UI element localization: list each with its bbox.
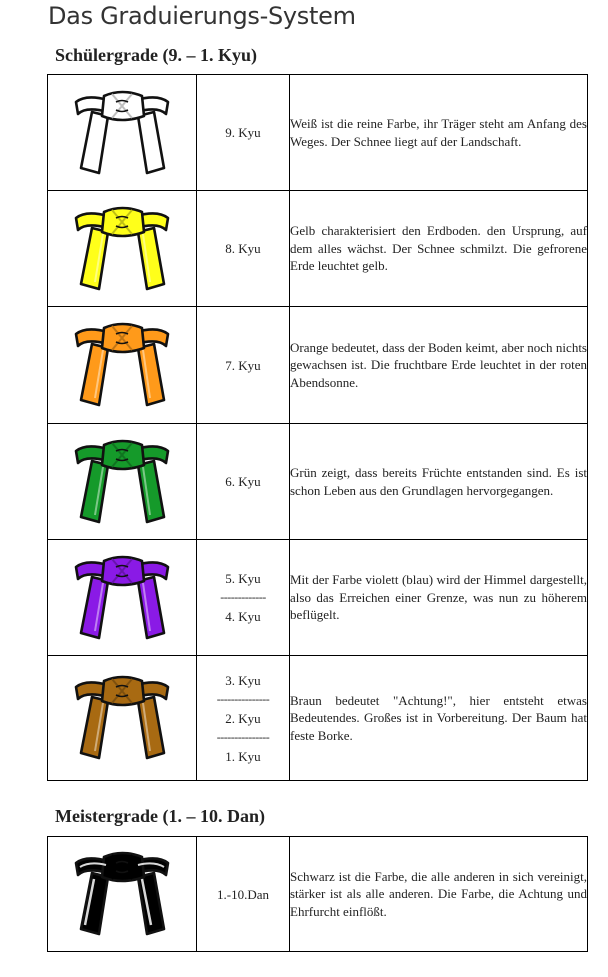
dan-grades-table <box>47 836 588 952</box>
grade-separator: --------------- <box>216 691 270 706</box>
belt-cell <box>48 656 197 781</box>
table-row <box>48 540 588 656</box>
table-row <box>48 307 588 424</box>
table-row <box>48 191 588 307</box>
kyu-grades-table <box>47 74 588 781</box>
grade-label: 6. Kyu <box>225 474 261 489</box>
grade-cell <box>197 837 290 952</box>
description-cell: Mit der Farbe violett (blau) wird der Himmel dargestellt, also das Erreichen einer Grenze, was nun zu höherem beflügelt. <box>290 540 588 656</box>
grade-label: 5. Kyu <box>225 571 261 586</box>
description-cell: Weiß ist die reine Farbe, ihr Träger steht am Anfang des Weges. Der Schnee liegt auf der Landschaft. <box>290 75 588 191</box>
grade-cell <box>197 307 290 424</box>
grade-label: 4. Kyu <box>225 609 261 624</box>
belt-cell <box>48 307 197 424</box>
grade-label: 3. Kyu <box>225 672 261 688</box>
description-cell: Braun bedeutet "Achtung!", hier entsteht etwas Bedeutendes. Großes ist in Vorbereitung. Der Baum hat feste Borke. <box>290 656 588 781</box>
grade-label: 7. Kyu <box>225 357 261 373</box>
grade-cell <box>197 75 290 191</box>
yellow-belt-icon <box>72 204 172 294</box>
table-row <box>48 837 588 952</box>
belt-cell <box>48 837 197 952</box>
grade-separator: --------------- <box>216 729 270 744</box>
grade-cell <box>197 191 290 307</box>
section-heading-dan: Meistergrade (1. – 10. Dan) <box>55 806 265 826</box>
belt-cell <box>48 191 197 307</box>
grade-label: 9. Kyu <box>225 125 261 140</box>
white-belt-icon <box>72 88 172 178</box>
description-cell: Orange bedeutet, dass der Boden keimt, aber noch nichts gewachsen ist. Die fruchtbare Erde leuchtet in der roten Abendsonne. <box>290 307 588 424</box>
brown-belt-icon <box>72 673 172 763</box>
page-title: Das Graduierungs-System <box>48 2 356 30</box>
grade-label: 2. Kyu <box>225 710 261 726</box>
grade-label: 1.-10.Dan <box>217 886 269 902</box>
grade-cell <box>197 424 290 540</box>
grade-cell <box>197 656 290 781</box>
description-cell: Grün zeigt, dass bereits Früchte entstanden sind. Es ist schon Leben aus den Grundlagen hervorgegangen. <box>290 424 588 540</box>
belt-cell <box>48 75 197 191</box>
orange-belt-icon <box>72 320 172 410</box>
description-cell: Schwarz ist die Farbe, die alle anderen in sich vereinigt, stärker ist als alle anderen. Die Farbe, die Achtung und Ehrfurcht einflößt. <box>290 837 588 952</box>
table-row <box>48 656 588 781</box>
belt-cell <box>48 540 197 656</box>
grade-separator: ------------- <box>220 590 266 604</box>
belt-cell <box>48 424 197 540</box>
description-cell: Gelb charakterisiert den Erdboden. den Ursprung, auf dem alles wächst. Der Schnee schmilzt. Die gefrorene Erde leuchtet gelb. <box>290 191 588 307</box>
grade-cell <box>197 540 290 656</box>
section-heading-kyu: Schülergrade (9. – 1. Kyu) <box>55 45 257 65</box>
black-belt-icon <box>72 849 172 939</box>
violet-belt-icon <box>72 553 172 643</box>
table-row <box>48 424 588 540</box>
grade-label: 1. Kyu <box>225 748 261 764</box>
green-belt-icon <box>72 437 172 527</box>
table-row <box>48 75 588 191</box>
grade-label: 8. Kyu <box>225 241 261 256</box>
